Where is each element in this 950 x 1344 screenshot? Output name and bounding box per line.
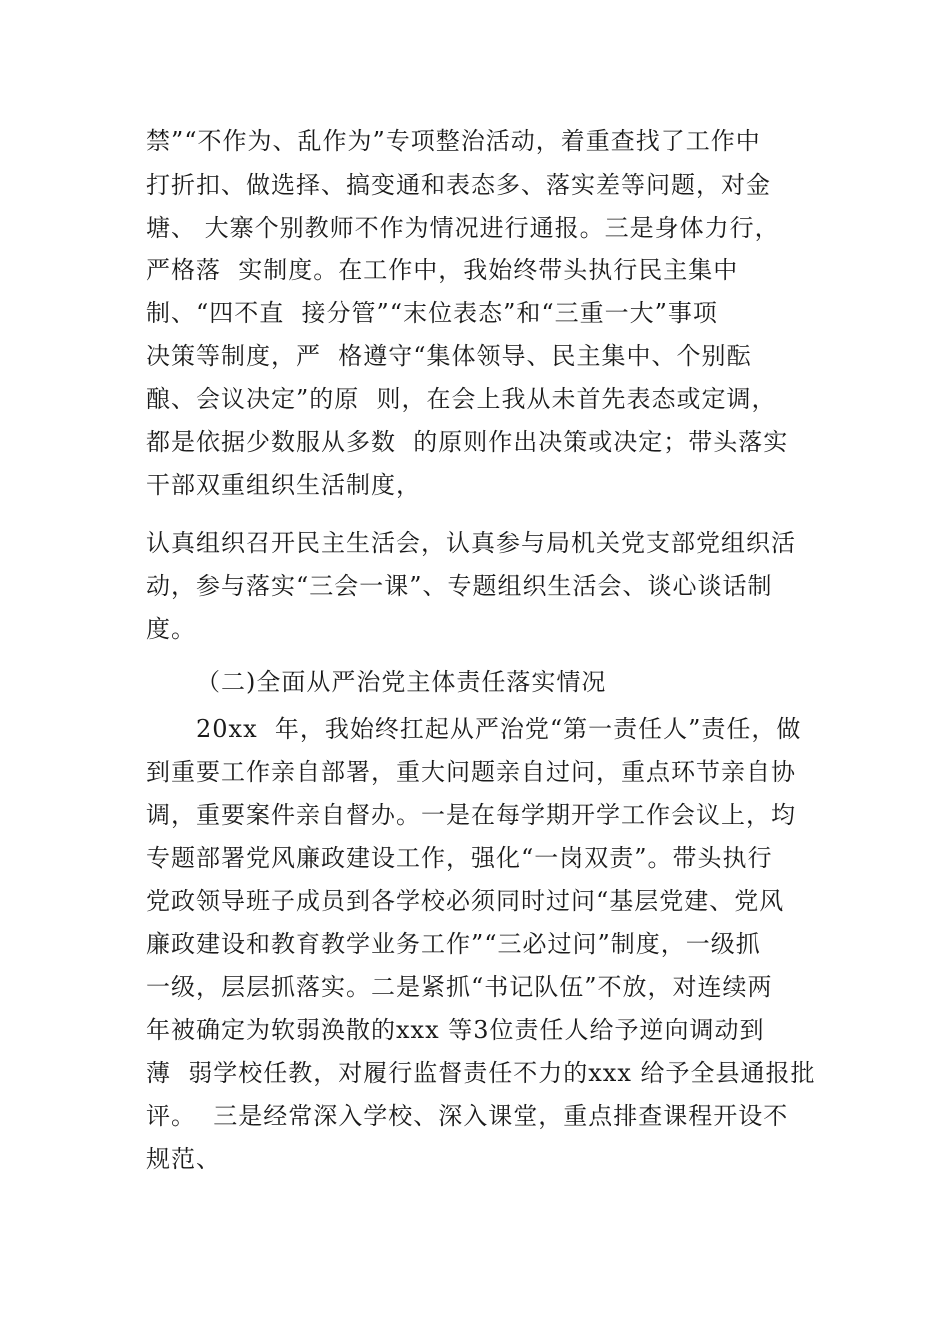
- text-line: 都是依据少数服从多数 的原则作出决策或决定；带头落实: [146, 428, 789, 456]
- text-line: 制、“四不直 接分管”“末位表态”和“三重一大”事项: [146, 299, 718, 327]
- text-line: 酿、会议决定”的原 则，在会上我从未首先表态或定调，: [146, 385, 777, 413]
- text-line: 专题部署党风廉政建设工作，强化“一岗双责”。带头执行: [146, 844, 773, 872]
- text-line: 党政领导班子成员到各学校必须同时过问“基层党建、党风: [146, 887, 785, 915]
- text-line: 度。: [146, 615, 196, 643]
- text-line: 严格落 实制度。在工作中，我始终带头执行民主集中: [146, 256, 739, 284]
- text-line: 动，参与落实“三会一课”、专题组织生活会、谈心谈话制: [146, 572, 773, 600]
- text-line: 干部双重组织生活制度，: [146, 471, 421, 499]
- text-line: 认真组织召开民主生活会，认真参与局机关党支部党组织活: [146, 529, 796, 557]
- text-line: 打折扣、做选择、搞变通和表态多、落实差等问题，对金: [146, 171, 771, 199]
- text-line: 廉政建设和教育教学业务工作”“三必过问”制度，一级抓: [146, 930, 761, 958]
- text-line: 评。 三是经常深入学校、深入课堂，重点排查课程开设不: [146, 1102, 789, 1130]
- text-line: 规范、: [146, 1145, 221, 1173]
- text-line: 20xx 年，我始终扛起从严治党“第一责任人”责任，做: [196, 715, 802, 743]
- text-line: 决策等制度，严 格遵守“集体领导、民主集中、个别酝: [146, 342, 752, 370]
- text-line: 年被确定为软弱涣散的xxx 等3位责任人给予逆向调动到: [146, 1016, 765, 1044]
- text-line: 禁”“不作为、乱作为”专项整治活动，着重查找了工作中: [146, 127, 761, 155]
- text-line: 塘、 大寨个别教师不作为情况进行通报。三是身体力行，: [146, 214, 780, 242]
- text-line: 薄 弱学校任教，对履行监督责任不力的xxx 给予全县通报批: [146, 1059, 816, 1087]
- text-line: 到重要工作亲自部署，重大问题亲自过问，重点环节亲自协: [146, 758, 796, 786]
- text-line: 一级，层层抓落实。二是紧抓“书记队伍”不放，对连续两: [146, 973, 773, 1001]
- text-line: 调，重要案件亲自督办。一是在每学期开学工作会议上，均: [146, 801, 796, 829]
- section-heading: （二)全面从严治党主体责任落实情况: [196, 668, 607, 696]
